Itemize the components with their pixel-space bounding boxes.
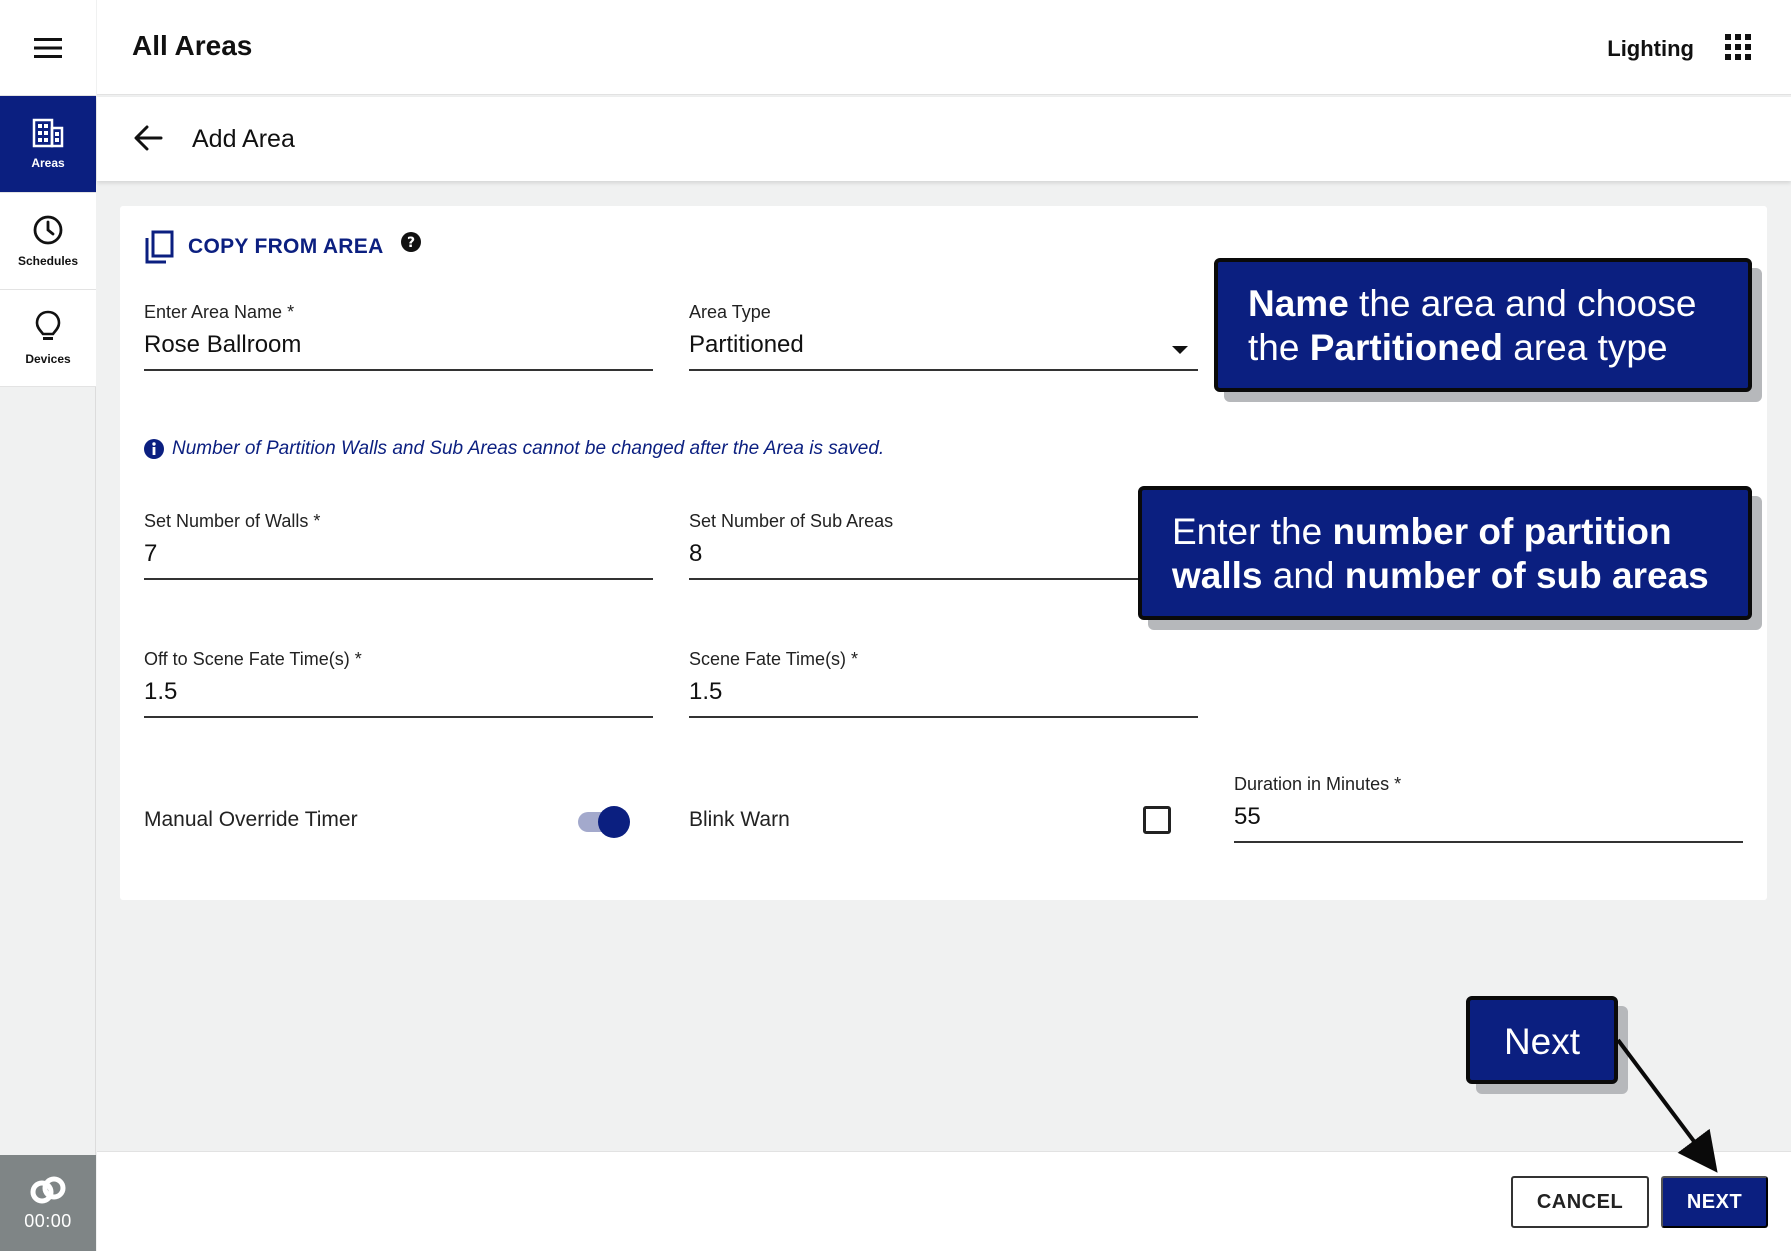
- callout-partition-walls: [1138, 486, 1752, 620]
- off-to-scene-fate-input[interactable]: 1.5: [144, 678, 178, 705]
- clock-icon: [32, 214, 64, 246]
- subheader-title: Add Area: [192, 125, 295, 153]
- blink-warn-checkbox[interactable]: [1143, 806, 1171, 834]
- info-icon: [144, 439, 164, 459]
- off-to-scene-fate-field[interactable]: [144, 649, 653, 718]
- area-type-select[interactable]: [689, 302, 1198, 371]
- callout-text: Next: [1503, 1021, 1581, 1062]
- scene-fate-input[interactable]: 1.5: [689, 678, 723, 705]
- top-header: [97, 0, 1791, 95]
- sidebar-item-areas[interactable]: [0, 96, 96, 193]
- sub-areas-input[interactable]: 8: [689, 540, 703, 567]
- callout-text: Enter the: [1172, 511, 1333, 552]
- callout-text: area type: [1502, 327, 1668, 368]
- manual-override-label: Manual Override Timer: [144, 808, 358, 831]
- timer-value: 00:00: [24, 1210, 72, 1231]
- menu-button[interactable]: [0, 0, 96, 96]
- subheader: [97, 97, 1791, 181]
- sidebar-item-label: Devices: [25, 352, 71, 366]
- area-name-label: Enter Area Name *: [144, 302, 295, 322]
- sidebar: [0, 0, 96, 1251]
- callout-next: [1466, 996, 1618, 1084]
- callout-bold: number of sub areas: [1344, 555, 1709, 596]
- area-type-label: Area Type: [689, 302, 771, 322]
- walls-field[interactable]: [144, 511, 653, 580]
- apps-grid-icon[interactable]: [1725, 34, 1751, 60]
- session-timer: [0, 1155, 96, 1251]
- area-type-value[interactable]: Partitioned: [689, 331, 804, 358]
- info-text: Number of Partition Walls and Sub Areas cannot be changed after the Area is saved.: [172, 438, 885, 459]
- lightbulb-icon: [35, 310, 61, 344]
- link-icon: [29, 1175, 67, 1205]
- svg-text:?: ?: [406, 235, 415, 251]
- copy-icon: [144, 230, 174, 264]
- sidebar-item-label: Schedules: [17, 254, 79, 268]
- hamburger-menu-icon: [34, 38, 62, 58]
- sidebar-item-label: Areas: [31, 156, 65, 170]
- duration-input[interactable]: 55: [1234, 803, 1261, 830]
- scene-fate-label: Scene Fate Time(s) *: [689, 649, 859, 669]
- sidebar-item-schedules[interactable]: [0, 193, 96, 290]
- page-title: All Areas: [132, 30, 253, 61]
- back-arrow-icon[interactable]: [133, 124, 163, 152]
- area-name-field[interactable]: [144, 302, 653, 371]
- callout-bold: Name: [1248, 283, 1349, 324]
- info-message: [144, 438, 884, 460]
- callout-text: the area and choose the: [1248, 283, 1697, 368]
- sub-areas-field[interactable]: [689, 511, 1198, 580]
- help-icon[interactable]: [400, 231, 422, 253]
- walls-label: Set Number of Walls *: [144, 511, 321, 531]
- manual-override-toggle[interactable]: [578, 804, 630, 840]
- sidebar-item-devices[interactable]: [0, 290, 96, 387]
- chevron-down-icon[interactable]: [1172, 346, 1188, 354]
- toggle-knob: [598, 806, 630, 838]
- area-name-input[interactable]: Rose Ballroom: [144, 331, 302, 358]
- blink-warn-label: Blink Warn: [689, 808, 790, 831]
- app-switcher-label[interactable]: Lighting: [1607, 36, 1694, 61]
- callout-name-area: [1214, 258, 1752, 392]
- form-footer: [97, 1151, 1791, 1251]
- sub-areas-label: Set Number of Sub Areas: [689, 511, 894, 531]
- copy-from-area-label: COPY FROM AREA: [188, 235, 384, 258]
- duration-label: Duration in Minutes *: [1234, 774, 1402, 794]
- duration-field[interactable]: [1234, 774, 1743, 843]
- callout-bold: Partitioned: [1309, 327, 1503, 368]
- callout-bold: number of partition walls: [1172, 511, 1672, 596]
- callout-text: and: [1262, 555, 1345, 596]
- cancel-button[interactable]: CANCEL: [1511, 1176, 1649, 1228]
- next-button[interactable]: NEXT: [1661, 1176, 1768, 1228]
- scene-fate-field[interactable]: [689, 649, 1198, 718]
- off-to-scene-fate-label: Off to Scene Fate Time(s) *: [144, 649, 362, 669]
- walls-input[interactable]: 7: [144, 540, 158, 567]
- building-icon: [32, 118, 64, 148]
- copy-from-area-button[interactable]: [144, 230, 422, 264]
